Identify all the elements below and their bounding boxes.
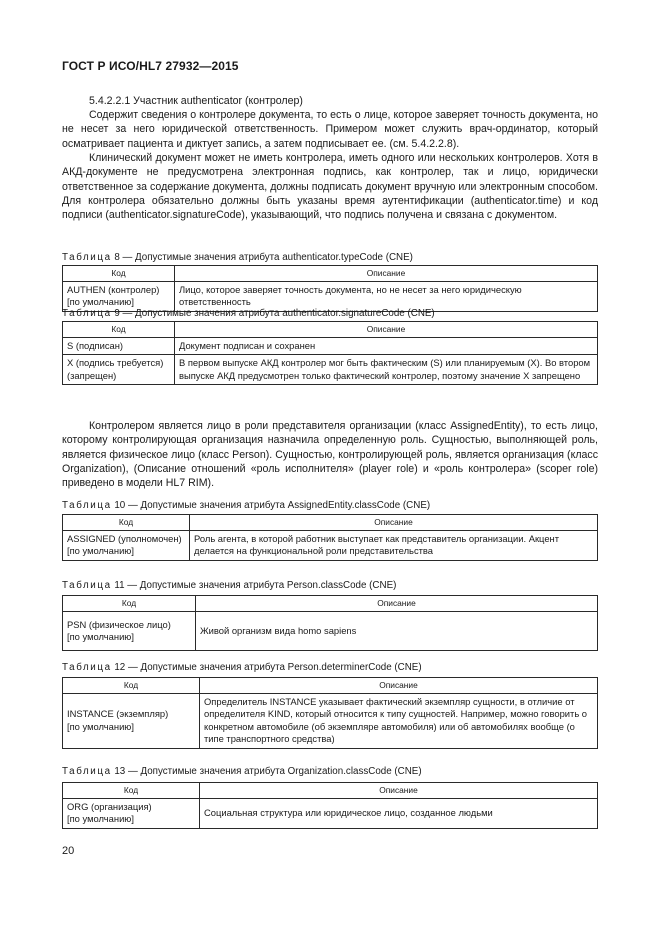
code-cell: ASSIGNED (уполномочен) [по умолчанию]: [63, 531, 190, 561]
column-header-code: Код: [63, 515, 190, 531]
column-header-code: Код: [63, 783, 200, 799]
description-cell: Роль агента, в которой работник выступает как представитель организации. Акцент делается на функциональной роли представительства: [190, 531, 598, 561]
table-caption: Таблица 12 — Допустимые значения атрибута Person.determinerCode (CNE): [62, 662, 422, 673]
column-header-description: Описание: [200, 783, 598, 799]
section-heading: 5.4.2.2.1 Участник authenticator (контролер): [89, 95, 303, 107]
table-row: [63, 338, 598, 355]
table-row: [63, 531, 598, 561]
document-code-header: ГОСТ Р ИСО/HL7 27932—2015: [62, 59, 239, 73]
description-cell: Живой организм вида homo sapiens: [196, 612, 598, 651]
table-10: [62, 514, 598, 561]
description-cell: Социальная структура или юридическое лицо, созданное людьми: [200, 799, 598, 829]
paragraph: Контролером является лицо в роли представителя организации (класс AssignedEntity), то есть лицо, которому контролирующая организация назначила определенную роль. Сущностью, выполняющей роль, является физическое лицо (класс Person). Сущностью, контролирующей роль, является организация (класс Organization), (Описание отношений «роль исполнителя» (player role) и «роль контролера» (scoper role) приведено в модели HL7 RIM).: [62, 420, 598, 490]
table-12: [62, 677, 598, 749]
table-caption: Таблица 10 — Допустимые значения атрибута AssignedEntity.classCode (CNE): [62, 500, 431, 511]
table-row: [63, 799, 598, 829]
table-row: [63, 612, 598, 651]
table-13: [62, 782, 598, 829]
table-caption: Таблица 8 — Допустимые значения атрибута authenticator.typeCode (CNE): [62, 252, 413, 263]
table-9: [62, 321, 598, 385]
description-cell: В первом выпуске АКД контролер мог быть фактическим (S) или планируемым (X). Во втором выпуске АКД предусмотрен только фактический контролер, поэтому значение X запрещено: [175, 355, 598, 385]
column-header-description: Описание: [175, 266, 598, 282]
column-header-code: Код: [63, 596, 196, 612]
column-header-description: Описание: [190, 515, 598, 531]
table-11: [62, 595, 598, 651]
table-8: [62, 265, 598, 312]
page-number: 20: [62, 845, 75, 857]
column-header-description: Описание: [196, 596, 598, 612]
table-caption: Таблица 9 — Допустимые значения атрибута authenticator.signatureCode (CNE): [62, 308, 435, 319]
column-header-code: Код: [63, 678, 200, 694]
table-caption: Таблица 11 — Допустимые значения атрибута Person.classCode (CNE): [62, 580, 397, 591]
table-row: [63, 694, 598, 749]
code-cell: S (подписан): [63, 338, 175, 355]
code-cell: INSTANCE (экземпляр) [по умолчанию]: [63, 694, 200, 749]
code-cell: AUTHEN (контролер) [по умолчанию]: [63, 282, 175, 312]
paragraph: Содержит сведения о контролере документа, то есть о лице, которое заверяет точность документа, но не несет за него юридической ответственность. Примером может служить врач-ординатор, который осматривает пациента и диктует запись, а затем подписывает ее. (см. 5.4.2.2.8).: [62, 109, 598, 150]
column-header-description: Описание: [175, 322, 598, 338]
table-row: [63, 355, 598, 385]
code-cell: X (подпись требуется) (запрещен): [63, 355, 175, 385]
description-cell: Определитель INSTANCE указывает фактический экземпляр сущности, в отличие от определителя KIND, который относится к типу сущностей. Например, можно говорить о конкретном автомобиле (об экземпляре автомобиля) или об автомобилях вообще (о типе транспортного средства): [200, 694, 598, 749]
column-header-code: Код: [63, 266, 175, 282]
description-cell: Лицо, которое заверяет точность документа, но не несет за него юридическую ответственность: [175, 282, 598, 312]
table-row: [63, 282, 598, 312]
table-caption: Таблица 13 — Допустимые значения атрибута Organization.classCode (CNE): [62, 766, 422, 777]
code-cell: ORG (организация) [по умолчанию]: [63, 799, 200, 829]
column-header-description: Описание: [200, 678, 598, 694]
column-header-code: Код: [63, 322, 175, 338]
code-cell: PSN (физическое лицо) [по умолчанию]: [63, 612, 196, 651]
paragraph: Клинический документ может не иметь контролера, иметь одного или нескольких контролеров. Хотя в АКД-документе не предусмотрена электронная подпись, как контролер, так и лицо, юридически ответственное за содержание документа, должны подписать документ вручную или электронным способом. Для контролера обязательно должны быть указаны время аутентификации (authenticator.time) и код подписи (authenticator.signatureCode), указывающий, что подпись получена и связана с документом.: [62, 152, 598, 222]
description-cell: Документ подписан и сохранен: [175, 338, 598, 355]
